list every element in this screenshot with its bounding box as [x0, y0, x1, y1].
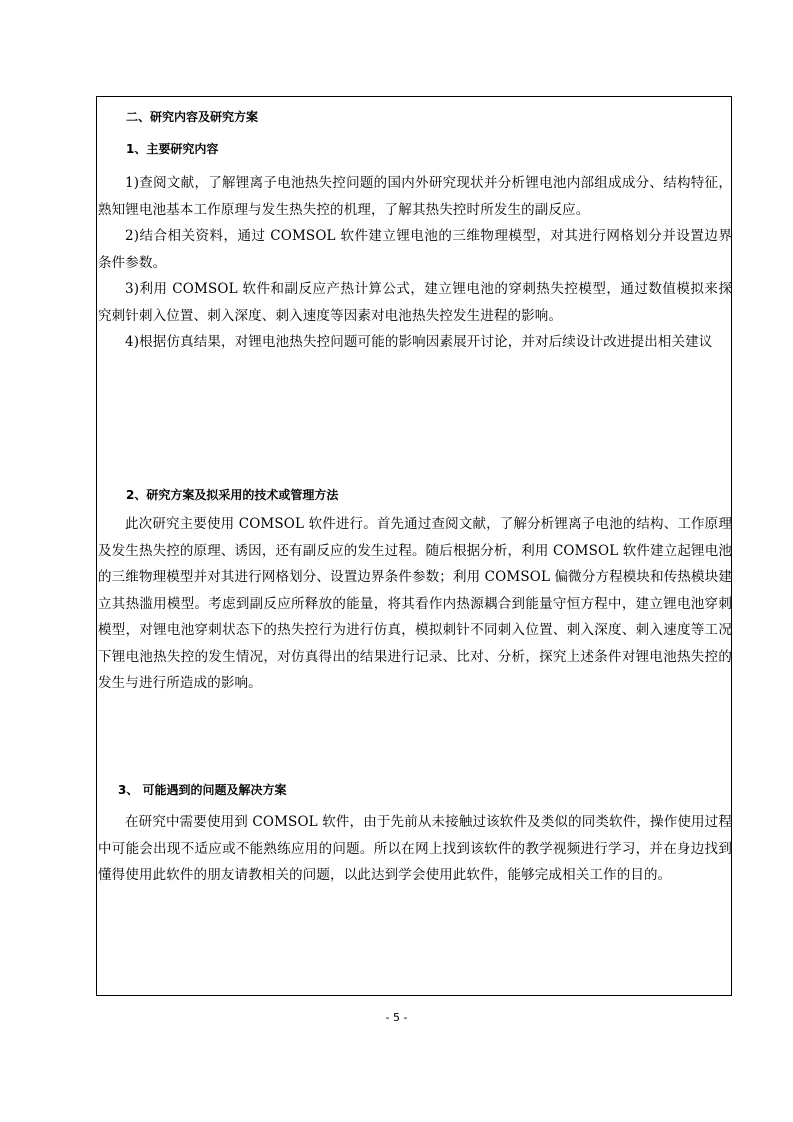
- research-item-3: 3)利用 COMSOL 软件和副反应产热计算公式，建立锂电池的穿刺热失控模型，通过数值模拟来探究刺针刺入位置、刺入深度、刺入速度等因素对电池热失控发生进程的影响。: [98, 281, 732, 324]
- problems-section: [97, 809, 733, 889]
- methods-heading: 2、研究方案及拟采用的技术或管理方法: [126, 488, 339, 502]
- content-table-cell: [96, 96, 732, 996]
- methods-body: 此次研究主要使用 COMSOL 软件进行。首先通过查阅文献，了解分析锂离子电池的结构、工作原理及发生热失控的原理、诱因，还有副反应的发生过程。随后根据分析，利用 COMSOL 软件建立起锂电池的三维物理模型并对其进行网格划分、设置边界条件参数；利用 COMSOL 偏微分方程模块和传热模块建立其热滥用模型。考虑到副反应所释放的能量，将其看作内热源耦合到能量守恒方程中，建立锂电池穿刺模型，对锂电池穿刺状态下的热失控行为进行仿真，模拟刺针不同刺入位置、刺入深度、刺入速度等工况下锂电池热失控的发生情况，对仿真得出的结果进行记录、比对、分析，探究上述条件对锂电池热失控的发生与进行所造成的影响。: [98, 516, 732, 691]
- problems-heading: 3、 可能遇到的问题及解决方案: [118, 783, 287, 797]
- page-number: - 5 -: [385, 1011, 408, 1024]
- methods-section: [97, 511, 733, 697]
- research-item-1: 1)查阅文献，了解锂离子电池热失控问题的国内外研究现状并分析锂电池内部组成成分、结构特征，熟知锂电池基本工作原理与发生热失控的机理，了解其热失控时所发生的副反应。: [98, 175, 732, 218]
- research-item-2: 2)结合相关资料，通过 COMSOL 软件建立锂电池的三维物理模型，对其进行网格划分并设置边界条件参数。: [98, 228, 732, 271]
- problems-body: 在研究中需要使用到 COMSOL 软件，由于先前从未接触过该软件及类似的同类软件，操作使用过程中可能会出现不适应或不能熟练应用的问题。所以在网上找到该软件的教学视频进行学习，并在身边找到懂得使用此软件的朋友请教相关的问题，以此达到学会使用此软件，能够完成相关工作的目的。: [98, 814, 732, 883]
- section-title: 二、研究内容及研究方案: [126, 110, 259, 124]
- research-item-4: 4)根据仿真结果，对锂电池热失控问题可能的影响因素展开讨论，并对后续设计改进提出相关建议: [125, 334, 713, 350]
- research-content-heading: 1、主要研究内容: [126, 142, 219, 156]
- research-content-list: [97, 170, 733, 356]
